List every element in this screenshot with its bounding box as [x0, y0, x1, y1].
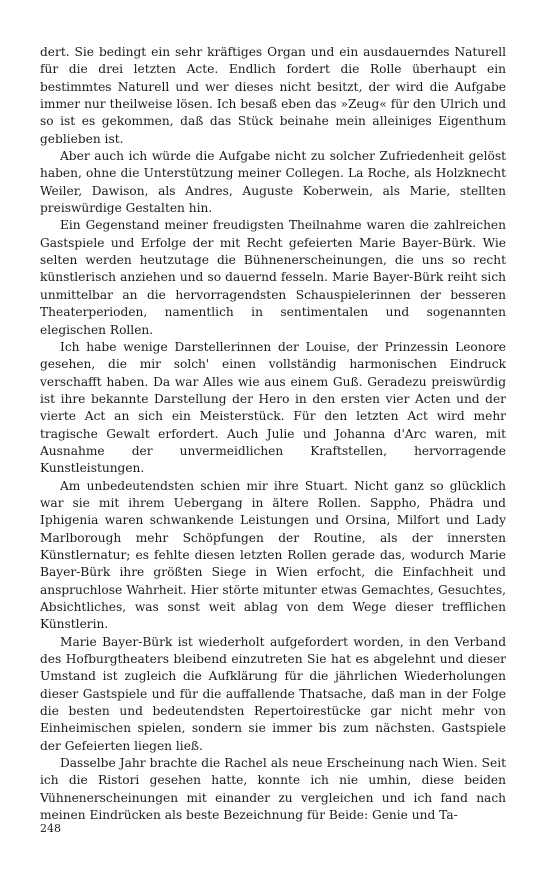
paragraph-continuation: dert. Sie bedingt ein sehr kräftiges Organ und ein ausdauerndes Naturell für die drei letzten Acte. Endlich fordert die Rolle überhaupt ein bestimmtes Naturell und wer dieses nicht besitzt, der wird die Aufgabe immer nur theilweise lösen. Ich besaß eben das »Zeug« für den Ulrich und so ist es gekommen, daß das Stück beinahe mein alleiniges Eigenthum geblieben ist.: [40, 45, 506, 146]
paragraph: Aber auch ich würde die Aufgabe nicht zu solcher Zufriedenheit gelöst haben, ohne die Unterstützung meiner Collegen. La Roche, als Holzknecht Weiler, Dawison, als Andres, Auguste Koberwein, als Marie, stellten preiswürdige Gestalten hin.: [40, 149, 506, 216]
paragraph: Ich habe wenige Darstellerinnen der Louise, der Prinzessin Leonore gesehen, die mir solch' einen vollständig harmonischen Eindruck verschafft haben. Da war Alles wie aus einem Guß. Geradezu preiswürdig ist ihre bekannte Darstellung der Hero in den ersten vier Acten und der vierte Act an sich ein Meisterstück. Für den letzten Act wird mehr tragische Gewalt erfordert. Auch Julie und Johanna d'Arc waren, mit Ausnahme der unvermeidlichen Kraftstellen, hervorragende Kunstleistungen.: [40, 339, 506, 476]
paragraph: Dasselbe Jahr brachte die Rachel als neue Erscheinung nach Wien. Seit ich die Ristori gesehen hatte, konnte ich nie umhin, diese beiden Vühnenerscheinungen mit einander zu vergleichen und ich fand nach meinen Eindrücken als beste Bezeichnung für Beide: Genie und Ta-: [40, 756, 506, 823]
body-text: [40, 44, 506, 824]
paragraph: Marie Bayer-Bürk ist wiederholt aufgefordert worden, in den Verband des Hofburgtheaters bleibend einzutreten Sie hat es abgelehnt und dieser Umstand ist zugleich die Aufklärung für die jährlichen Wiederholungen dieser Gastspiele und für die auffallende Thatsache, daß man in der Folge die besten und bedeutendsten Repertoirestücke gar nicht mehr von Einheimischen spielen, sondern sie immer bis zum nächsten. Gastspiele der Gefeierten liegen ließ.: [40, 634, 506, 753]
page-number: 248: [40, 822, 61, 835]
paragraph: Am unbedeutendsten schien mir ihre Stuart. Nicht ganz so glücklich war sie mit ihrem Uebergang in ältere Rollen. Sappho, Phädra und Iphigenia waren schwankende Leistungen und Orsina, Milfort und Lady Marlborough mehr Schöpfungen der Routine, als der innersten Künstlernatur; es fehlte diesen letzten Rollen gerade das, wodurch Marie Bayer-Bürk ihre größten Siege in Wien erfocht, die Einfachheit und anspruchlose Wahrheit. Hier störte mitunter etwas Gemachtes, Gesuchtes, Absichtliches, was sonst weit ablag von dem Wege dieser trefflichen Künstlerin.: [40, 478, 506, 632]
paragraph: Ein Gegenstand meiner freudigsten Theilnahme waren die zahlreichen Gastspiele und Erfolge der mit Recht gefeierten Marie Bayer-Bürk. Wie selten werden heutzutage die Bühnenerscheinungen, die uns so recht künstlerisch anziehen und so dauernd fesseln. Marie Bayer-Bürk reiht sich unmittelbar an die hervorragendsten Schauspielerinnen der besseren Theaterperioden, namentlich in sentimentalen und sogenannten elegischen Rollen.: [40, 218, 506, 337]
